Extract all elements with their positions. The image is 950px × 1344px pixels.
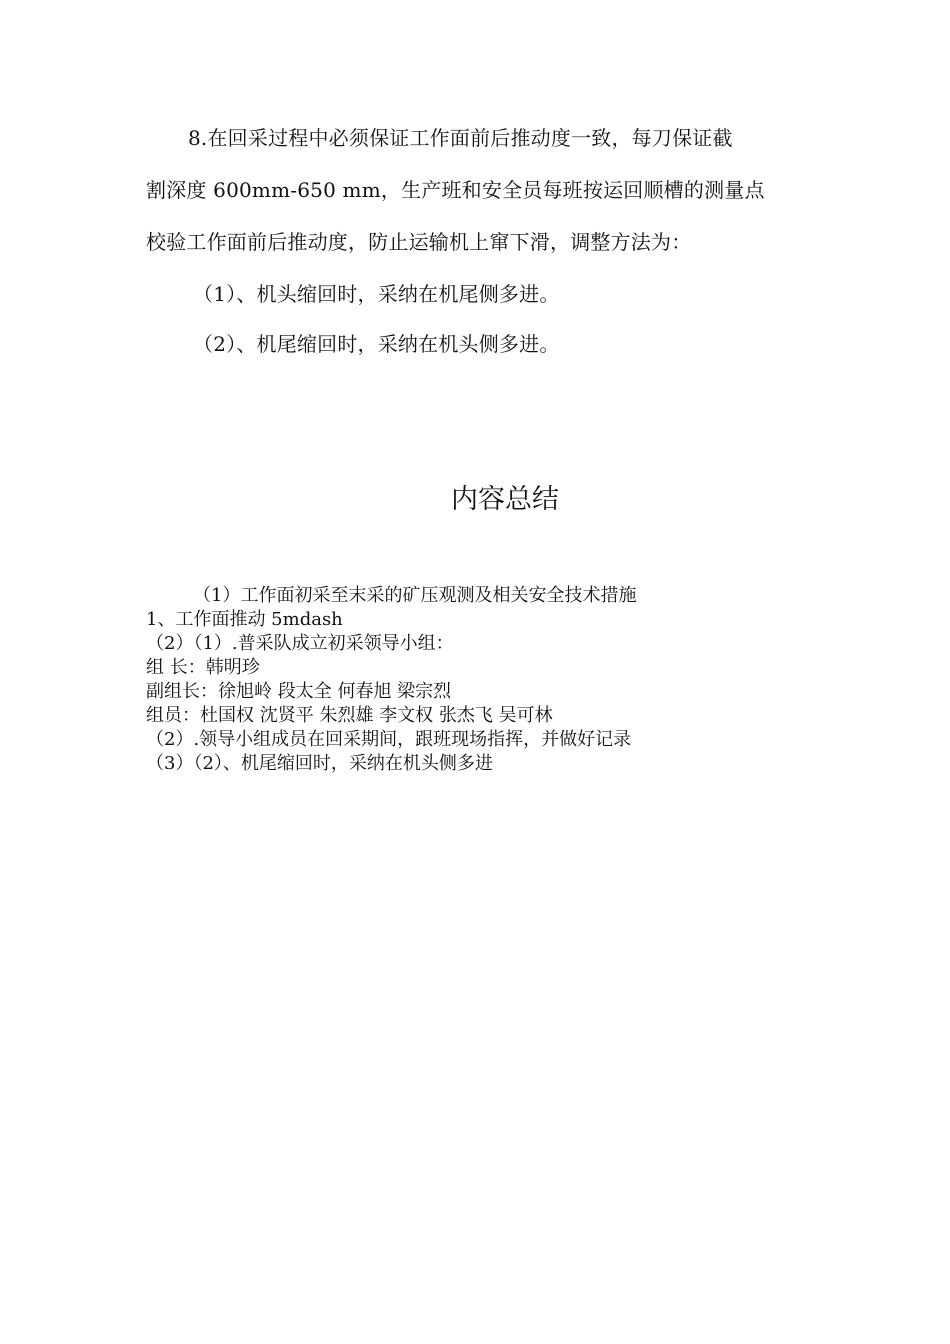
summary-title: 内容总结 [451,484,559,515]
list-item: （1）、机头缩回时，采纳在机尾侧多进。 [193,282,560,306]
summary-line: （2）.领导小组成员在回采期间，跟班现场指挥，并做好记录 [146,729,632,750]
summary-line: （1）工作面初采至末采的矿压观测及相关安全技术措施 [193,585,637,606]
list-item: （2）、机尾缩回时，采纳在机头侧多进。 [193,332,560,356]
summary-line: 副组长：徐旭岭 段太全 何春旭 梁宗烈 [146,681,452,702]
summary-line: （3）（2）、机尾缩回时，采纳在机头侧多进 [146,753,493,774]
paragraph-line: 校验工作面前后推动度，防止运输机上窜下滑，调整方法为： [146,230,692,254]
paragraph-line: 割深度 600mm-650 mm，生产班和安全员每班按运回顺槽的测量点 [146,178,765,202]
summary-line: 组员：杜国权 沈贤平 朱烈雄 李文权 张杰飞 吴可林 [146,705,553,726]
summary-line: 1、工作面推动 5mdash [146,609,343,630]
summary-line: （2）（1）.普采队成立初采领导小组： [146,633,454,654]
paragraph-line: 8.在回采过程中必须保证工作面前后推动度一致，每刀保证截 [188,126,733,150]
summary-line: 组 长：韩明珍 [146,657,260,678]
